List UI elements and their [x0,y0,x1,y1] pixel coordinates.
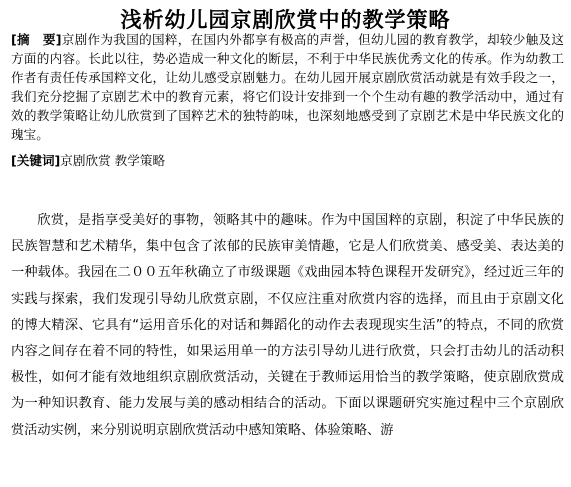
document-title: 浅析幼儿园京剧欣赏中的教学策略 [120,7,451,32]
body-paragraph: 欣赏，是指享受美好的事物，领略其中的趣味。作为中国国粹的京剧，积淀了中华民族的民族智慧和艺术精华，集中包含了浓郁的民族审美情趣，它是人们欣赏美、感受美、表达美的一种载体。我园在二００五年秋确立了市级课题《戏曲园本特色课程开发研究》，经过近三年的实践与探索，我们发现引导幼儿欣赏京剧，不仅应注重对欣赏内容的选择，而且由于京剧文化的博大精深、它具有“运用音乐化的对话和舞蹈化的动作去表现现实生活”的特点，不同的欣赏内容之间存在着不同的特性，如果运用单一的方法引导幼儿进行欣赏，只会打击幼儿的活动积极性，如何才能有效地组织京剧欣赏活动，关键在于教师运用恰当的教学策略，使京剧欣赏成为一种知识教育、能力发展与美的感动相结合的活动。下面以课题研究实施过程中三个京剧欣赏活动实例，来分别说明京剧欣赏活动中感知策略、体验策略、游 [11,213,564,438]
keywords-label: [关键词] [11,153,61,168]
abstract-text: 京剧作为我国的国粹，在国内外都享有极高的声誉，但幼儿园的教育教学，却较少触及这方面的内容。长此以往，势必造成一种文化的断层，不利于中华民族优秀文化的传承。作为幼教工作者有责任传承国粹文化，让幼儿感受京剧魅力。在幼儿园开展京剧欣赏活动就是有效手段之一，我们充分挖掘了京剧艺术中的教育元素，将它们设计安排到一个个生动有趣的教学活动中，通过有效的教学策略让幼儿欣赏到了国粹艺术的独特韵味，也深刻地感受到了京剧艺术是中华民族文化的瑰宝。 [11,32,565,142]
keywords [11,151,165,170]
abstract [11,30,564,144]
abstract-label: [摘 要] [11,32,62,47]
keywords-text: 京剧欣赏 教学策略 [60,153,166,168]
